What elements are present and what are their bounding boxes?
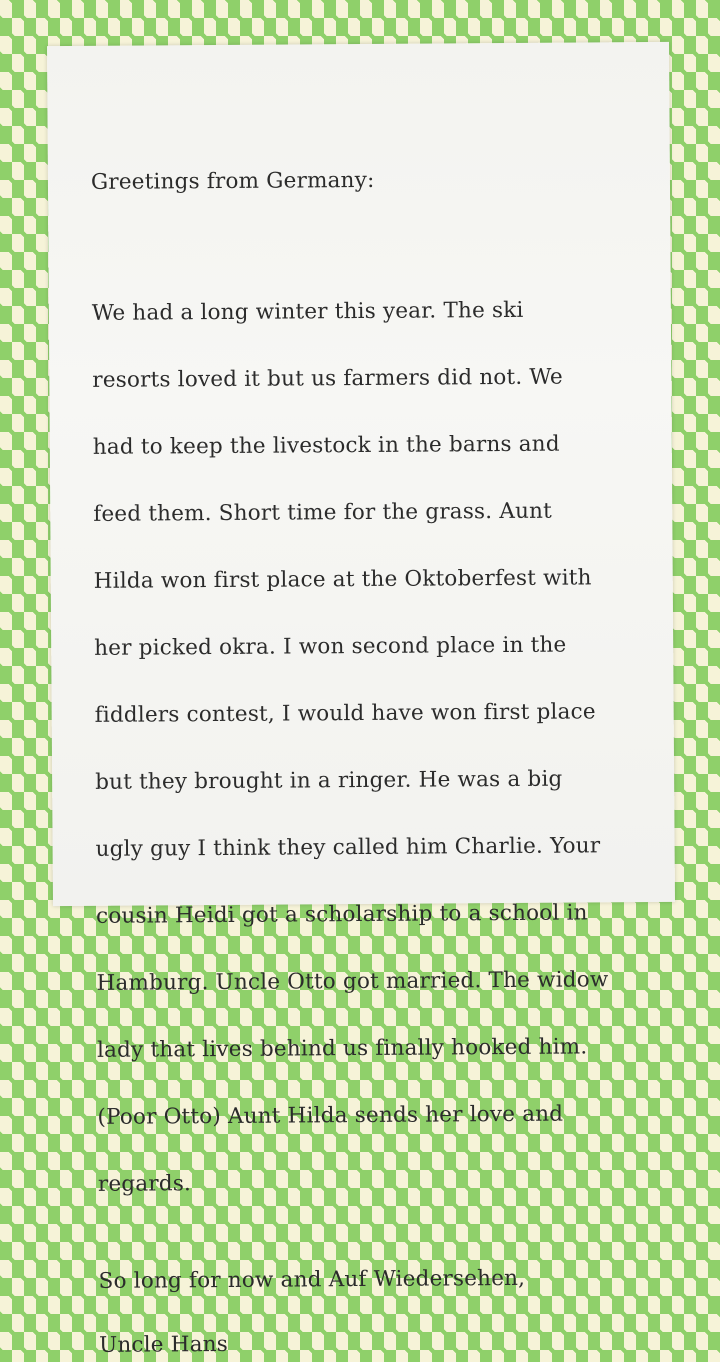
letter-body	[92, 259, 659, 1234]
letter-paper	[47, 42, 675, 1358]
body-line: Hamburg. Uncle Otto got married. The widow	[96, 967, 609, 996]
body-line: lady that lives behind us finally hooked him.	[96, 1034, 588, 1063]
body-line: had to keep the livestock in the barns and	[92, 431, 560, 460]
letter-signature: Uncle Hans	[98, 1331, 229, 1358]
body-line: (Poor Otto) Aunt Hilda sends her love and	[97, 1101, 564, 1130]
body-line: regards.	[97, 1171, 192, 1197]
body-line: cousin Heidi got a scholarship to a school in	[95, 900, 588, 929]
letter-content	[91, 162, 659, 1362]
letter-greeting: Greetings from Germany:	[90, 167, 375, 195]
body-line: resorts loved it but us farmers did not. We	[92, 364, 563, 393]
body-line: but they brought in a ringer. He was a big	[95, 766, 563, 795]
body-line: her picked okra. I won second place in the	[94, 632, 567, 661]
body-line: feed them. Short time for the grass. Aunt	[93, 498, 553, 527]
body-line: fiddlers contest, I would have won first place	[94, 699, 596, 728]
letter-closing: So long for now and Auf Wiedersehen,	[98, 1265, 526, 1294]
body-line: We had a long winter this year. The ski	[91, 297, 524, 326]
body-line: Hilda won first place at the Oktoberfest with	[93, 565, 592, 594]
body-line: ugly guy I think they called him Charlie. Your	[95, 833, 601, 862]
